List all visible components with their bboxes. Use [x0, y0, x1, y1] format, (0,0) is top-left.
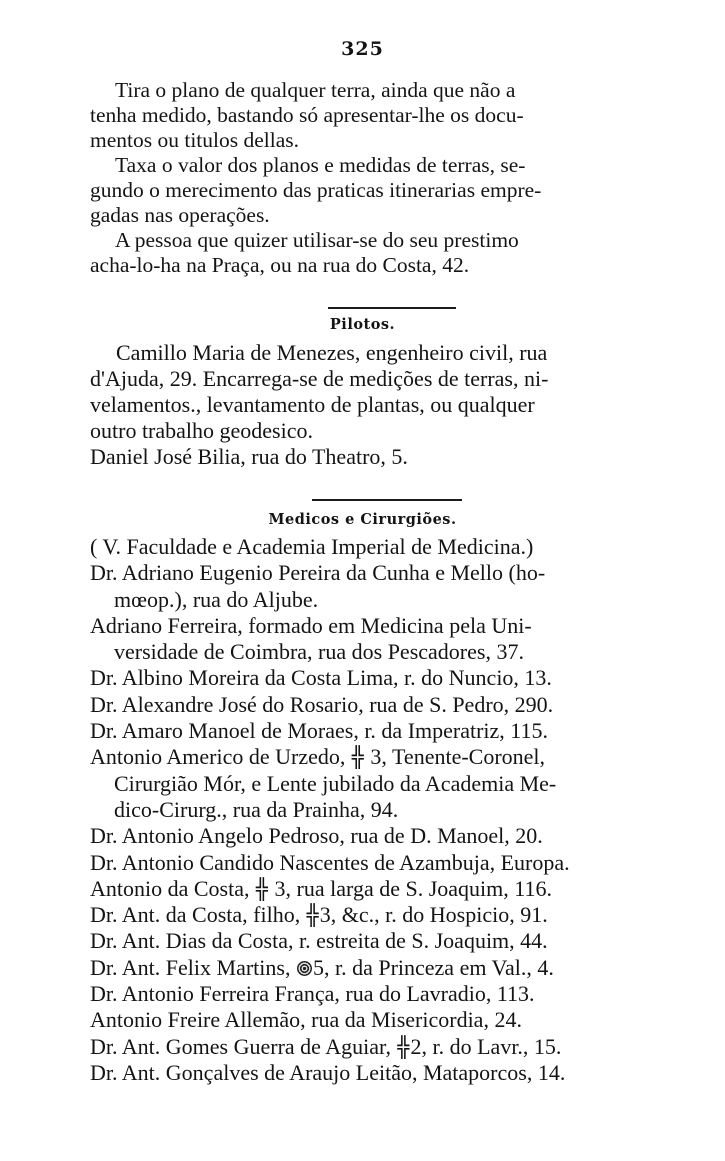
entry-name: Dr. Ant. Felix Martins, [90, 954, 296, 980]
directory-entry-line: Dr. Antonio Ferreira França, rua do Lavradio, 113. [90, 981, 535, 1007]
entry-name: Dr. Ant. da Costa, filho, [90, 902, 306, 928]
entry-name: Antonio da Costa, [90, 875, 255, 901]
directory-entry-line: Antonio Freire Allemão, rua da Misericordia, 24. [90, 1007, 522, 1033]
section-divider [328, 307, 456, 309]
text-line: velamentos., levantamento de plantas, ou qualquer [90, 392, 535, 417]
section-title-medicos: Medicos e Cirurgiões. [268, 511, 457, 528]
directory-entry-line [90, 955, 680, 981]
entry-details: 3, &c., r. do Hospicio, 91. [319, 902, 548, 928]
directory-entry-line: Dr. Antonio Candido Nascentes de Azambuja, Europa. [90, 849, 570, 875]
directory-entry-line: Dr. Adriano Eugenio Pereira da Cunha e Mello (ho- [90, 560, 546, 586]
text-line: Tira o plano de qualquer terra, ainda que não a [115, 78, 516, 102]
section-title-pilotos: Pilotos. [329, 316, 396, 333]
intro-paragraphs [90, 78, 680, 278]
directory-entry-line [90, 876, 680, 902]
directory-entry-line: ( V. Faculdade e Academia Imperial de Medicina.) [90, 534, 534, 559]
text-line: gadas nas operações. [90, 203, 270, 227]
entry-name: Dr. Ant. Gomes Guerra de Aguiar, [90, 1033, 397, 1059]
directory-entry-line: Cirurgião Mór, e Lente jubilado da Academia Me- [114, 770, 557, 796]
section-divider [312, 499, 462, 501]
text-line: Daniel José Bilia, rua do Theatro, 5. [90, 444, 408, 469]
directory-entry-line [90, 1034, 680, 1060]
medal-icon [297, 961, 312, 976]
text-line: acha-lo-ha na Praça, ou na rua do Costa, 42. [90, 253, 470, 277]
directory-entry-line: Dr. Antonio Angelo Pedroso, rua de D. Manoel, 20. [90, 823, 543, 849]
directory-entry-line [90, 902, 680, 928]
directory-entry-line: Adriano Ferreira, formado em Medicina pela Uni- [90, 612, 532, 638]
directory-entry-line [90, 744, 680, 770]
directory-entry-line: Dr. Ant. Dias da Costa, r. estreita de S. Joaquim, 44. [90, 928, 548, 954]
order-cross-icon: ╬ [306, 903, 319, 928]
text-line: mentos ou titulos dellas. [90, 128, 300, 152]
page-number: 325 [341, 38, 384, 60]
directory-entry-line: Dr. Alexandre José do Rosario, rua de S. Pedro, 290. [90, 691, 554, 717]
text-line: d'Ajuda, 29. Encarrega-se de medições de terras, ni- [90, 366, 549, 391]
directory-entry-line: dico-Cirurg., rua da Prainha, 94. [114, 796, 399, 822]
text-line: tenha medido, bastando só apresentar-lhe os docu- [90, 103, 524, 127]
order-cross-icon: ╬ [397, 1034, 410, 1059]
text-line: Camillo Maria de Menezes, engenheiro civil, rua [116, 340, 548, 365]
entry-details: 5, r. da Princeza em Val., 4. [312, 954, 554, 980]
directory-entry-line: Dr. Ant. Gonçalves de Araujo Leitão, Mataporcos, 14. [90, 1059, 566, 1085]
directory-entry-line: Dr. Albino Moreira da Costa Lima, r. do Nuncio, 13. [90, 665, 552, 691]
entry-name: Antonio Americo de Urzedo, [90, 744, 351, 770]
text-line: A pessoa que quizer utilisar-se do seu prestimo [115, 228, 519, 252]
entry-details: 3, Tenente-Coronel, [364, 744, 546, 770]
directory-entry-line: mœop.), rua do Aljube. [114, 586, 319, 612]
entry-details: 2, r. do Lavr., 15. [410, 1033, 562, 1059]
directory-entry-line: versidade de Coimbra, rua dos Pescadores, 37. [114, 639, 524, 665]
text-line: gundo o merecimento das praticas itinerarias empre- [90, 178, 542, 202]
text-line: Taxa o valor dos planos e medidas de terras, se- [115, 153, 526, 177]
text-line: outro trabalho geodesico. [90, 418, 313, 443]
order-cross-icon: ╬ [351, 745, 364, 770]
directory-entry-line: Dr. Amaro Manoel de Moraes, r. da Imperatriz, 115. [90, 718, 548, 744]
pilotos-list [90, 340, 680, 470]
medicos-list [90, 534, 680, 1086]
order-cross-icon: ╬ [256, 876, 269, 901]
entry-details: 3, rua larga de S. Joaquim, 116. [269, 875, 552, 901]
